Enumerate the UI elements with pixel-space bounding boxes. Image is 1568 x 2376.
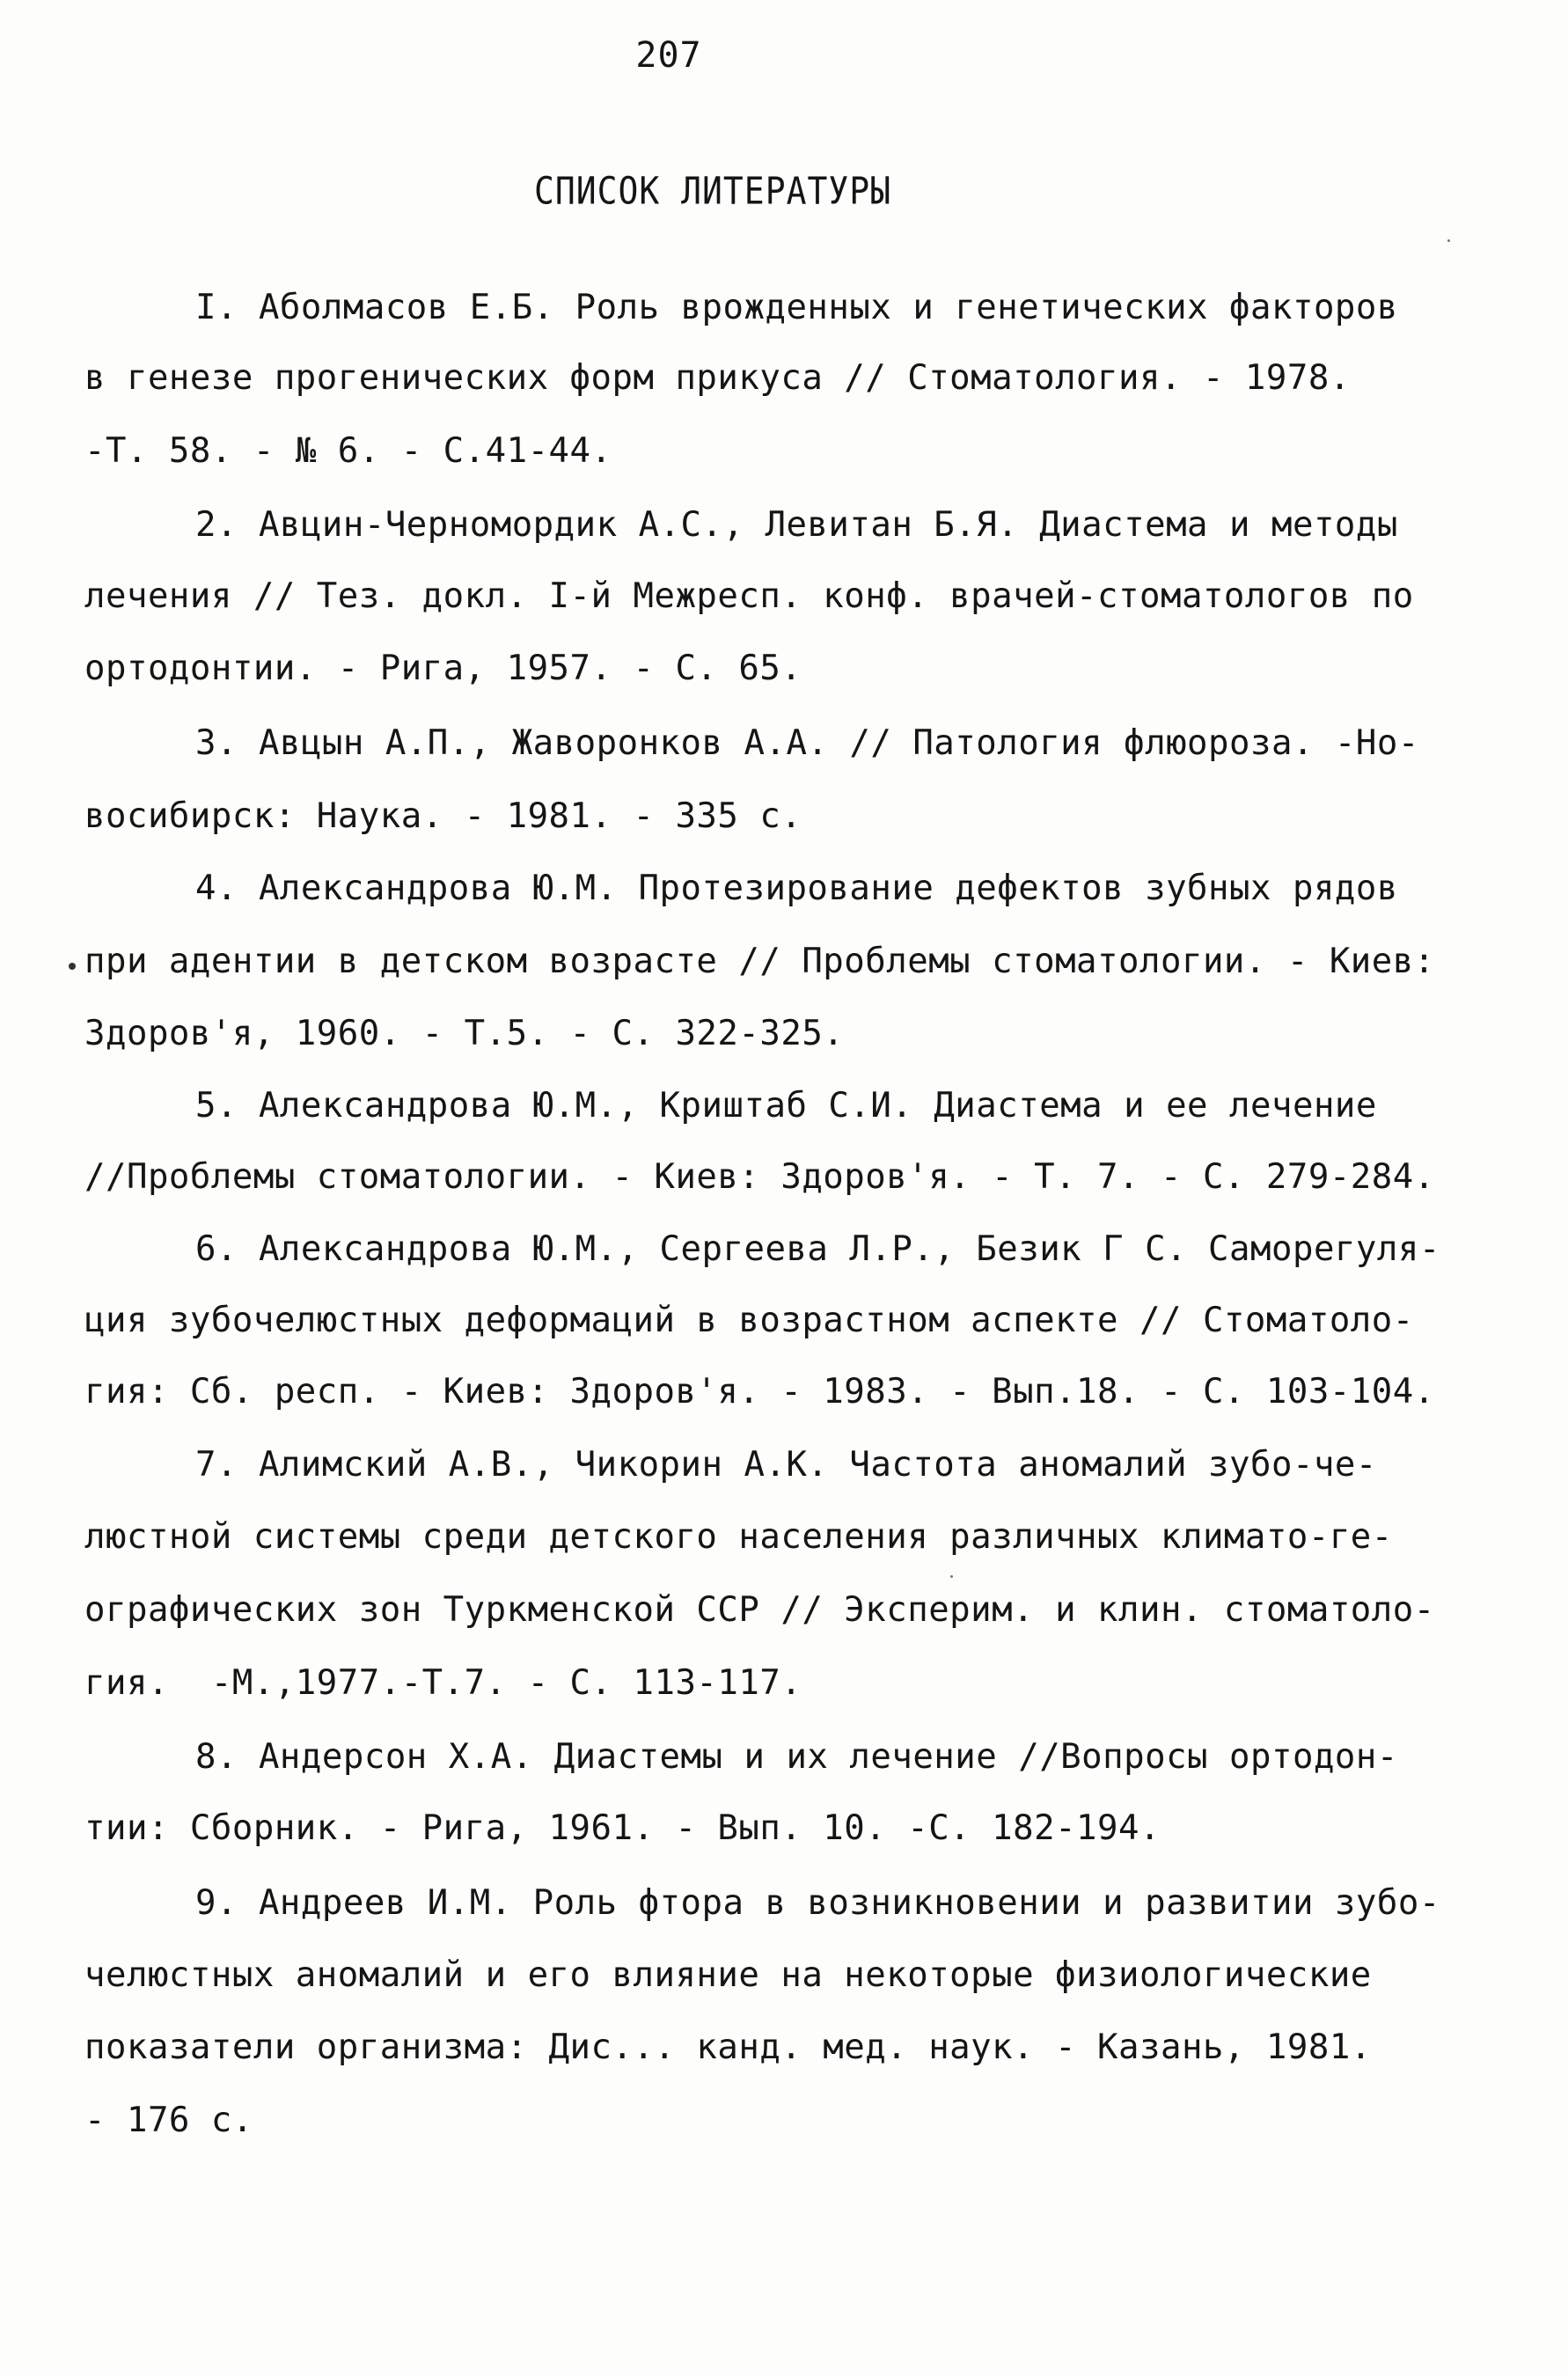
page-title: СПИСОК ЛИТЕРАТУРЫ bbox=[534, 169, 891, 213]
reference-line: при адентии в детском возрасте // Проблемы стоматологии. - Киев: bbox=[84, 942, 1435, 981]
reference-line: //Проблемы стоматологии. - Киев: Здоров'я. - Т. 7. - С. 279-284. bbox=[84, 1157, 1435, 1197]
reference-line: Здоров'я, 1960. - Т.5. - С. 322-325. bbox=[84, 1014, 845, 1053]
reference-line: 7. Алимский А.В., Чикорин А.К. Частота аномалий зубо-че- bbox=[195, 1445, 1377, 1485]
reference-line: челюстных аномалий и его влияние на некоторые физиологические bbox=[84, 1955, 1372, 1995]
reference-line: ографических зон Туркменской ССР // Эксперим. и клин. стоматоло- bbox=[84, 1590, 1435, 1630]
reference-line: лечения // Тез. докл. I-й Межресп. конф. врачей-стоматологов по bbox=[84, 576, 1414, 616]
reference-line: 8. Андерсон Х.А. Диастемы и их лечение //Вопросы ортодон- bbox=[195, 1737, 1398, 1777]
reference-line: гия: Сб. респ. - Киев: Здоров'я. - 1983. - Вып.18. - С. 103-104. bbox=[84, 1372, 1435, 1412]
reference-line: восибирск: Наука. - 1981. - 335 с. bbox=[84, 796, 802, 836]
reference-line: гия. -М.,1977.-Т.7. - С. 113-117. bbox=[84, 1663, 802, 1703]
reference-line: ортодонтии. - Рига, 1957. - С. 65. bbox=[84, 649, 802, 688]
reference-line: в генезе прогенических форм прикуса // Стоматология. - 1978. bbox=[84, 358, 1351, 398]
page-number: 207 bbox=[635, 35, 702, 76]
reference-line: - 176 с. bbox=[84, 2101, 253, 2140]
reference-line: 5. Александрова Ю.М., Криштаб С.И. Диастема и ее лечение bbox=[195, 1086, 1377, 1126]
scan-speck bbox=[1447, 239, 1450, 242]
reference-line: люстной системы среди детского населения различных климато-ге- bbox=[84, 1517, 1393, 1557]
reference-line: 6. Александрова Ю.М., Сергеева Л.Р., Безик Г С. Саморегуля- bbox=[195, 1229, 1440, 1269]
reference-line: -Т. 58. - № 6. - С.41-44. bbox=[84, 431, 612, 471]
margin-speck bbox=[69, 963, 76, 970]
reference-line: 2. Авцин-Черномордик А.С., Левитан Б.Я. Диастема и методы bbox=[195, 505, 1398, 545]
reference-line: показатели организма: Дис... канд. мед. наук. - Казань, 1981. bbox=[84, 2028, 1372, 2067]
reference-line: 9. Андреев И.М. Роль фтора в возникновении и развитии зубо- bbox=[195, 1883, 1440, 1923]
reference-line: тии: Сборник. - Рига, 1961. - Вып. 10. -С. 182-194. bbox=[84, 1808, 1161, 1848]
reference-line: 3. Авцын А.П., Жаворонков А.А. // Патология флюороза. -Но- bbox=[195, 723, 1419, 763]
scan-speck bbox=[950, 1575, 953, 1578]
reference-line: ция зубочелюстных деформаций в возрастном аспекте // Стоматоло- bbox=[84, 1301, 1414, 1340]
reference-line: I. Аболмасов Е.Б. Роль врожденных и генетических факторов bbox=[195, 288, 1398, 327]
reference-line: 4. Александрова Ю.М. Протезирование дефектов зубных рядов bbox=[195, 869, 1398, 908]
